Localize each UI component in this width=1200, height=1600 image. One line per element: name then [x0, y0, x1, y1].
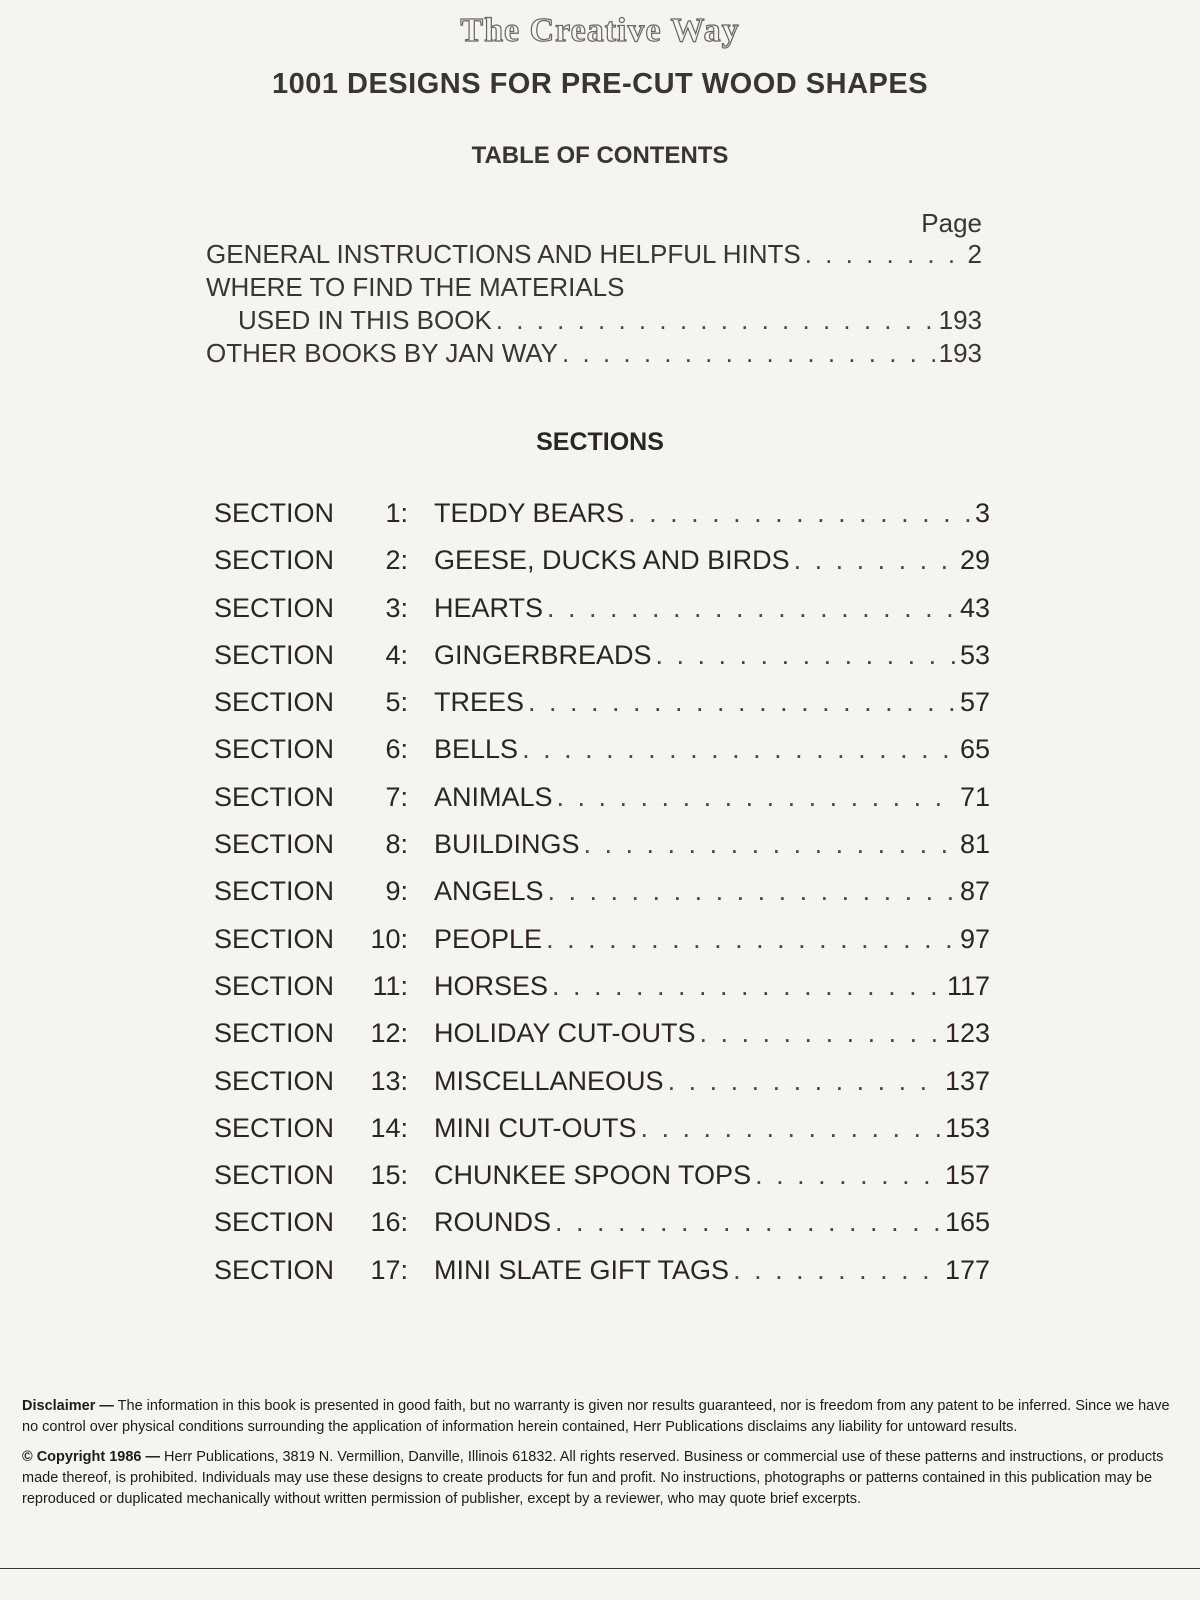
section-name: PEOPLE — [434, 923, 543, 954]
section-row — [214, 1247, 990, 1294]
section-number: 8: — [385, 829, 408, 860]
section-word: SECTION — [214, 592, 335, 623]
section-page: 123 — [944, 1018, 990, 1049]
section-number: 5: — [385, 687, 408, 718]
dot-leader — [496, 304, 935, 337]
section-name: HEARTS — [434, 592, 544, 623]
section-name: HORSES — [434, 970, 549, 1001]
section-page: 165 — [944, 1207, 990, 1238]
section-name: MINI CUT-OUTS — [434, 1112, 637, 1143]
section-page: 65 — [959, 734, 990, 765]
entry-page: 193 — [938, 305, 982, 335]
section-number: 7: — [385, 781, 408, 812]
section-number: 4: — [385, 639, 408, 670]
section-name: CHUNKEE SPOON TOPS — [434, 1160, 752, 1191]
section-row — [214, 726, 990, 773]
section-name: ANGELS — [434, 876, 544, 907]
section-word: SECTION — [214, 545, 335, 576]
section-number: 1: — [385, 498, 408, 528]
section-row — [214, 585, 990, 632]
dot-leader — [628, 490, 971, 537]
section-row — [214, 1105, 990, 1152]
dot-leader — [552, 963, 943, 1010]
section-page: 117 — [946, 970, 990, 1001]
section-number: 11: — [372, 970, 408, 1001]
dot-leader — [557, 774, 956, 821]
section-page: 3 — [974, 498, 990, 528]
bottom-rule — [0, 1568, 1200, 1569]
toc-entry-continuation — [206, 304, 982, 337]
section-page: 43 — [959, 592, 990, 623]
section-row — [214, 821, 990, 868]
section-row — [214, 679, 990, 726]
section-page: 137 — [944, 1065, 990, 1096]
section-word: SECTION — [214, 923, 335, 954]
section-word: SECTION — [214, 876, 335, 907]
section-number: 16: — [370, 1207, 408, 1238]
section-page: 97 — [959, 923, 990, 954]
section-row — [214, 632, 990, 679]
section-page: 87 — [959, 876, 990, 907]
section-name: BUILDINGS — [434, 829, 580, 860]
sections-list — [214, 490, 990, 1294]
section-word: SECTION — [214, 1160, 335, 1191]
dot-leader — [528, 679, 956, 726]
section-page: 29 — [959, 545, 990, 576]
section-page: 157 — [944, 1160, 990, 1191]
section-row — [214, 774, 990, 821]
copyright-heading: © Copyright 1986 — — [22, 1449, 160, 1465]
section-row — [214, 963, 990, 1010]
section-name: TREES — [434, 687, 525, 718]
entry-page: 2 — [967, 239, 982, 269]
toc-entry — [206, 238, 982, 271]
section-word: SECTION — [214, 498, 335, 528]
section-row — [214, 490, 990, 537]
section-row — [214, 1152, 990, 1199]
section-row — [214, 1010, 990, 1057]
entry-label: OTHER BOOKS BY JAN WAY — [206, 338, 559, 368]
section-number: 6: — [385, 734, 408, 765]
dot-leader — [555, 1199, 941, 1246]
entry-label: WHERE TO FIND THE MATERIALS — [206, 272, 625, 302]
section-row — [214, 916, 990, 963]
dot-leader — [794, 537, 956, 584]
dot-leader — [547, 585, 956, 632]
dot-leader — [805, 238, 964, 271]
book-title: 1001 DESIGNS FOR PRE-CUT WOOD SHAPES — [271, 68, 929, 100]
section-word: SECTION — [214, 1254, 335, 1285]
section-name: TEDDY BEARS — [434, 498, 625, 528]
section-page: 57 — [959, 687, 990, 718]
toc-entry — [206, 271, 982, 304]
sections-heading: SECTIONS — [536, 428, 664, 456]
section-row — [214, 868, 990, 915]
copyright-text: Herr Publications, 3819 N. Vermillion, Danville, Illinois 61832. All rights reserved. Business or commercial use of these patterns and instructions, or products made thereof, is prohibited. Individuals may use these designs to create products for fun and profit. No instructions, photographs or patterns contained in this publication may be reproduced or duplicated mechanically without written permission of publisher, except by a reviewer, who may quote brief excerpts. — [22, 1449, 1164, 1507]
dot-leader — [668, 1058, 941, 1105]
dot-leader — [755, 1152, 941, 1199]
dot-leader — [522, 726, 956, 773]
section-number: 13: — [370, 1065, 408, 1096]
entry-page: 193 — [938, 338, 982, 368]
entry-label: GENERAL INSTRUCTIONS AND HELPFUL HINTS — [206, 239, 801, 269]
dot-leader — [562, 337, 935, 370]
page-column-label: Page — [921, 208, 982, 238]
section-number: 15: — [370, 1160, 408, 1191]
legal-notice — [22, 1396, 1182, 1519]
section-word: SECTION — [214, 781, 335, 812]
section-page: 81 — [959, 829, 990, 860]
disclaimer-heading: Disclaimer — — [22, 1398, 114, 1414]
section-name: MISCELLANEOUS — [434, 1065, 664, 1096]
section-number: 3: — [385, 592, 408, 623]
toc-entry — [206, 337, 982, 370]
section-word: SECTION — [214, 1018, 335, 1049]
section-number: 10: — [370, 923, 408, 954]
section-name: ROUNDS — [434, 1207, 552, 1238]
section-name: ANIMALS — [434, 781, 553, 812]
front-matter-list — [206, 238, 982, 370]
section-number: 12: — [370, 1018, 408, 1049]
section-number: 17: — [370, 1254, 408, 1285]
toc-heading: TABLE OF CONTENTS — [471, 142, 729, 169]
disclaimer-paragraph — [22, 1396, 1182, 1438]
section-name: GEESE, DUCKS AND BIRDS — [434, 545, 790, 576]
brand-logo: The Creative Way — [460, 12, 740, 49]
dot-leader — [733, 1247, 941, 1294]
disclaimer-text: The information in this book is presented in good faith, but no warranty is given nor results guaranteed, nor is freedom from any patent to be inferred. Since we have no control over physical conditions surrounding the application of information herein contained, Herr Publications disclaims any liability for untoward results. — [22, 1398, 1170, 1435]
dot-leader — [546, 916, 956, 963]
section-word: SECTION — [214, 734, 335, 765]
section-row — [214, 537, 990, 584]
dot-leader — [656, 632, 956, 679]
dot-leader — [548, 868, 956, 915]
section-page: 53 — [959, 639, 990, 670]
section-name: BELLS — [434, 734, 519, 765]
dot-leader — [584, 821, 956, 868]
section-page: 177 — [944, 1254, 990, 1285]
section-name: GINGERBREADS — [434, 639, 652, 670]
section-number: 9: — [385, 876, 408, 907]
section-row — [214, 1199, 990, 1246]
section-name: MINI SLATE GIFT TAGS — [434, 1254, 730, 1285]
section-word: SECTION — [214, 829, 335, 860]
section-word: SECTION — [214, 639, 335, 670]
section-word: SECTION — [214, 1065, 335, 1096]
section-word: SECTION — [214, 1207, 335, 1238]
section-name: HOLIDAY CUT-OUTS — [434, 1018, 696, 1049]
section-number: 14: — [370, 1112, 408, 1143]
section-number: 2: — [385, 545, 408, 576]
dot-leader — [700, 1010, 941, 1057]
dot-leader — [641, 1105, 941, 1152]
section-word: SECTION — [214, 1112, 335, 1143]
section-page: 71 — [959, 781, 990, 812]
section-row — [214, 1058, 990, 1105]
copyright-paragraph — [22, 1447, 1182, 1510]
section-word: SECTION — [214, 970, 335, 1001]
entry-label-continuation: USED IN THIS BOOK — [238, 305, 492, 335]
section-word: SECTION — [214, 687, 335, 718]
section-page: 153 — [944, 1112, 990, 1143]
